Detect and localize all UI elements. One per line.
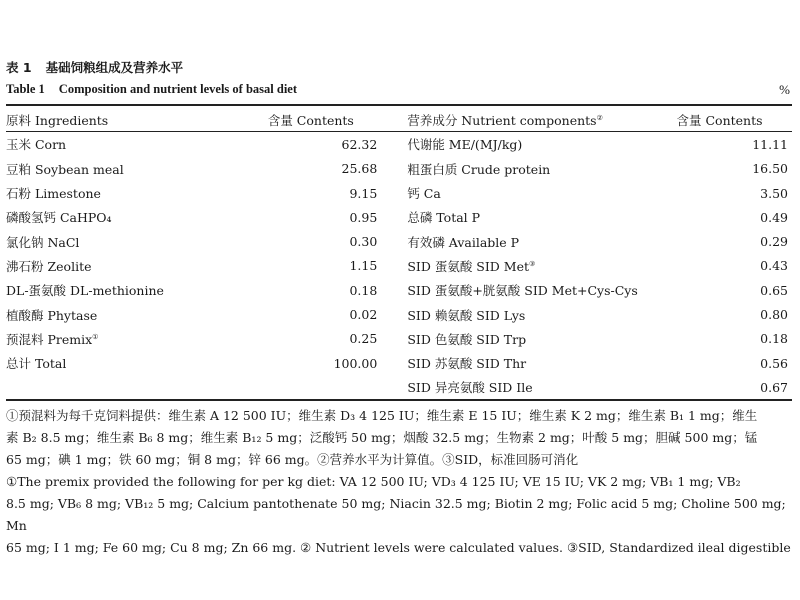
footnotes-en: [6, 471, 792, 559]
ingredient-content-cell-text: 62.32: [341, 136, 378, 152]
nutrient-content-cell: [677, 351, 792, 375]
table-title-en: Composition and nutrient levels of basal diet: [58, 82, 298, 96]
nutrient-content-cell-text: 0.65: [760, 282, 788, 298]
footnote-line: 65 mg；碘 1 mg；铁 60 mg；铜 8 mg；锌 66 mg。②营养水平为计算值。③SID，标准回肠可消化: [6, 452, 579, 467]
header-nutrients: [391, 108, 676, 132]
nutrient-cell-text: 有效磷 Available P: [407, 234, 520, 250]
nutrient-cell: [391, 278, 676, 302]
table-row: [6, 254, 792, 278]
table-title-zh: 基础饲粮组成及营养水平: [45, 60, 184, 75]
table-row: [6, 181, 792, 205]
nutrient-cell: [391, 254, 676, 278]
footnote-line: 8.5 mg; VB₆ 8 mg; VB₁₂ 5 mg; Calcium pantothenate 50 mg; Niacin 32.5 mg; Biotin 2 mg; Folic acid 5 mg; Choline 500 mg; Mn: [6, 496, 786, 533]
table-row: [6, 351, 792, 375]
nutrient-cell: [391, 351, 676, 375]
composition-table: [6, 108, 792, 400]
table-footnotes: [6, 405, 792, 559]
nutrient-content-cell: [677, 157, 792, 181]
ingredient-cell: [6, 302, 268, 326]
ingredient-content-cell: [268, 229, 392, 253]
nutrient-content-cell-text: 16.50: [752, 161, 788, 177]
footnote-line: 65 mg; I 1 mg; Fe 60 mg; Cu 8 mg; Zn 66 mg. ② Nutrient levels were calculated values. ③SID, Standardized ileal digestible: [6, 540, 791, 555]
ingredient-content-cell: [268, 278, 392, 302]
nutrient-content-cell-text: 11.11: [752, 136, 788, 152]
nutrient-content-cell-text: 0.80: [760, 307, 788, 323]
nutrient-cell-text: 代谢能 ME/(MJ/kg): [407, 137, 523, 153]
nutrient-content-cell-text: 0.18: [760, 331, 788, 347]
ingredient-content-cell: [268, 302, 392, 326]
nutrient-content-cell: [677, 254, 792, 278]
ingredient-cell-text: 磷酸氢钙 CaHPO₄: [6, 210, 112, 226]
table-caption-en: [6, 82, 297, 97]
nutrient-content-cell-text: 0.43: [760, 258, 788, 274]
ingredient-content-cell: [268, 327, 392, 351]
nutrient-cell-text: 钙 Ca: [407, 186, 441, 202]
nutrient-content-cell: [677, 205, 792, 229]
nutrient-cell: [391, 205, 676, 229]
ingredient-cell: [6, 132, 268, 156]
footnotes-zh: [6, 405, 792, 471]
ingredient-cell: [6, 351, 268, 375]
nutrient-cell: [391, 375, 676, 399]
ingredient-content-cell-text: 0.18: [349, 282, 378, 298]
nutrient-content-cell: [677, 327, 792, 351]
header-ingredients: 原料 Ingredients: [6, 113, 109, 129]
nutrient-cell: [391, 327, 676, 351]
ingredient-content-cell-text: 0.30: [349, 234, 378, 250]
nutrient-cell-text: SID 蛋氨酸 SID Met: [407, 258, 530, 274]
ingredient-cell-text: 总计 Total: [6, 356, 67, 372]
nutrient-cell: [391, 132, 676, 156]
ingredient-content-cell-text: 0.25: [349, 331, 378, 347]
nutrient-cell: [391, 302, 676, 326]
ingredient-content-cell: [268, 181, 392, 205]
ingredient-cell-text: 石粉 Limestone: [6, 186, 101, 202]
table-row: [6, 327, 792, 351]
nutrient-content-cell-text: 0.56: [760, 355, 788, 371]
header-nutrients-mark: ②: [596, 113, 603, 122]
nutrient-content-cell: [677, 181, 792, 205]
ingredient-cell: [6, 229, 268, 253]
header-contents-2: 含量 Contents: [676, 113, 763, 129]
nutrient-content-cell: [677, 132, 792, 156]
nutrient-cell-text: SID 蛋氨酸+胱氨酸 SID Met+Cys-Cys: [407, 283, 638, 299]
ingredient-content-cell: [268, 351, 392, 375]
nutrient-cell: [391, 181, 676, 205]
nutrient-content-cell-text: 0.67: [760, 379, 788, 395]
ingredient-content-cell: [268, 254, 392, 278]
nutrient-content-cell: [677, 278, 792, 302]
table-top-rule: [6, 104, 792, 106]
nutrient-cell-text: SID 异亮氨酸 SID Ile: [407, 380, 533, 396]
nutrient-content-cell: [677, 229, 792, 253]
nutrient-content-cell: [677, 375, 792, 399]
nutrient-content-cell-text: 0.29: [760, 234, 788, 250]
ingredient-cell-text: 预混料 Premix: [6, 331, 93, 347]
table-number-en: Table 1: [6, 82, 45, 96]
header-nutrients-label: 营养成分 Nutrient components: [407, 113, 597, 129]
table-row: [6, 205, 792, 229]
table-row: [6, 375, 792, 399]
nutrient-cell-text: 粗蛋白质 Crude protein: [407, 161, 551, 177]
nutrient-cell-text: SID 赖氨酸 SID Lys: [407, 307, 526, 323]
footnote-line: ①预混料为每千克饲料提供：维生素 A 12 500 IU；维生素 D₃ 4 125 IU；维生素 E 15 IU；维生素 K 2 mg；维生素 B₁ 1 mg；维生: [6, 408, 758, 423]
unit-label: %: [779, 82, 790, 97]
table-caption-zh: [6, 58, 183, 76]
ingredient-cell-text: 沸石粉 Zeolite: [6, 258, 92, 274]
table-row: [6, 157, 792, 181]
nutrient-cell-text: SID 色氨酸 SID Trp: [407, 331, 527, 347]
ingredient-content-cell: [268, 132, 392, 156]
ingredient-content-cell: [268, 205, 392, 229]
footnote-line: 素 B₂ 8.5 mg；维生素 B₆ 8 mg；维生素 B₁₂ 5 mg；泛酸钙 50 mg；烟酸 32.5 mg；生物素 2 mg；叶酸 5 mg；胆碱 500 mg；锰: [6, 430, 758, 445]
ingredient-cell-text: 植酸酶 Phytase: [6, 307, 98, 323]
nutrient-content-cell-text: 3.50: [760, 185, 788, 201]
table-row: [6, 132, 792, 156]
ingredient-cell-text: DL-蛋氨酸 DL-methionine: [6, 283, 164, 299]
header-contents: 含量 Contents: [267, 113, 354, 129]
nutrient-cell-text: 总磷 Total P: [407, 210, 481, 226]
ingredient-cell: [6, 205, 268, 229]
footnote-mark: ①: [92, 332, 99, 341]
ingredient-cell: [6, 327, 268, 351]
nutrient-content-cell-text: 0.49: [760, 209, 788, 225]
nutrient-cell-text: SID 苏氨酸 SID Thr: [407, 356, 527, 372]
ingredient-content-cell-text: 0.02: [349, 307, 378, 323]
footnote-mark: ③: [529, 259, 536, 268]
ingredient-content-cell-text: 0.95: [349, 209, 378, 225]
ingredient-content-cell-text: 25.68: [341, 161, 378, 177]
ingredient-content-cell: [268, 157, 392, 181]
ingredient-content-cell-text: 1.15: [349, 258, 378, 274]
ingredient-cell: [6, 278, 268, 302]
table-number-zh: 表 1: [6, 60, 32, 75]
table-header-row: [6, 108, 792, 132]
table-row: [6, 278, 792, 302]
ingredient-cell: [6, 254, 268, 278]
ingredient-cell: [6, 181, 268, 205]
ingredient-cell-text: 氯化钠 NaCl: [6, 234, 80, 250]
nutrient-content-cell: [677, 302, 792, 326]
nutrient-cell: [391, 157, 676, 181]
nutrient-cell: [391, 229, 676, 253]
ingredient-content-cell-text: 9.15: [349, 185, 378, 201]
ingredient-cell-text: 玉米 Corn: [6, 137, 67, 153]
ingredient-cell: [6, 157, 268, 181]
ingredient-content-cell-text: 100.00: [333, 355, 378, 371]
ingredient-content-cell: [268, 375, 392, 399]
ingredient-cell: [6, 375, 268, 399]
footnote-line: ①The premix provided the following for per kg diet: VA 12 500 IU; VD₃ 4 125 IU; VE 15 IU; VK 2 mg; VB₁ 1 mg; VB₂: [6, 474, 741, 489]
table-row: [6, 302, 792, 326]
table-row: [6, 229, 792, 253]
ingredient-cell-text: 豆粕 Soybean meal: [6, 161, 124, 177]
